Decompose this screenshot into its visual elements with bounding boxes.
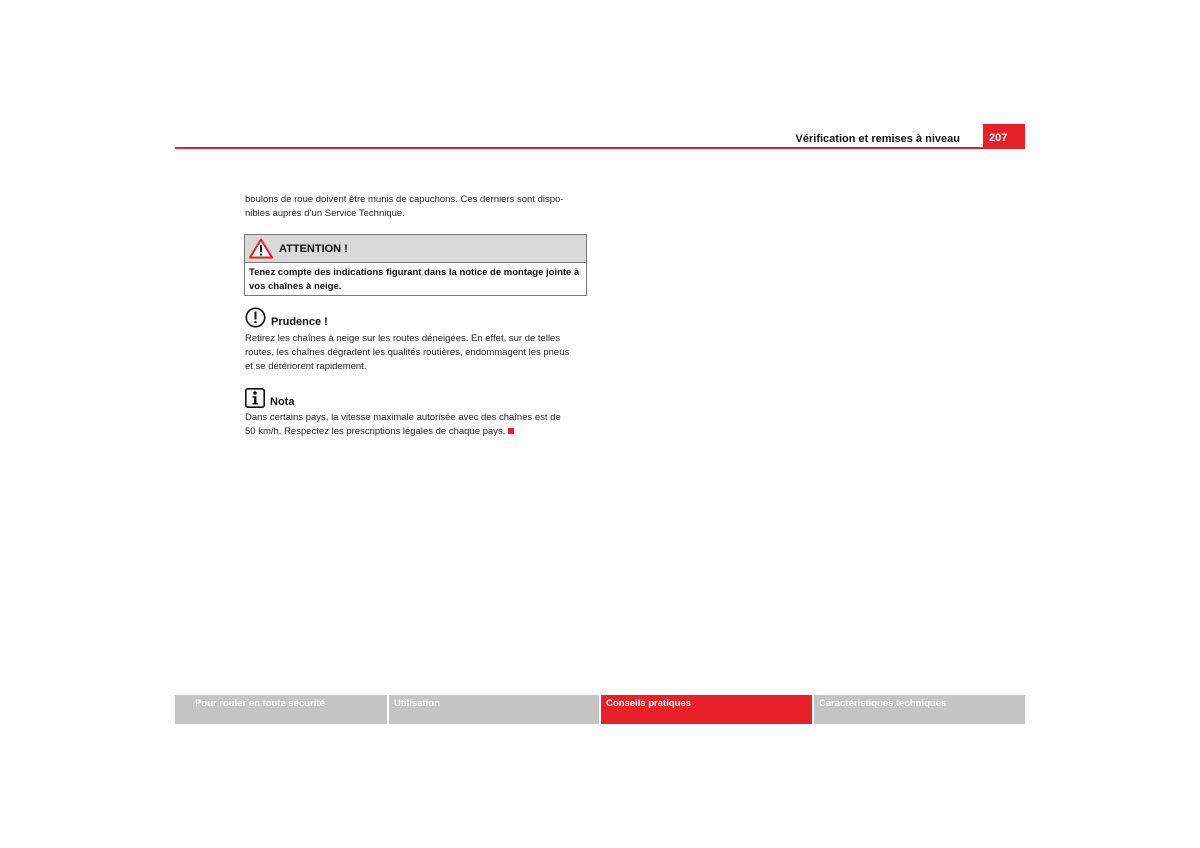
intro-line: boulons de roue doivent être munis de capuchons. Ces derniers sont dispo- (245, 194, 564, 205)
exclamation-circle-icon (245, 307, 266, 328)
warning-header (245, 235, 586, 263)
intro-line: nibles auprès d’un Service Technique. (245, 208, 405, 219)
intro-paragraph (245, 193, 590, 221)
note-line: Dans certains pays, la vitesse maximale autorisée avec des chaînes est de (245, 412, 561, 423)
note-header (245, 386, 590, 408)
footer-tab-label: Caractéristiques techniques (819, 698, 947, 709)
footer-tab-usage[interactable] (389, 695, 599, 724)
footer-tab-technical-specs[interactable] (814, 695, 1025, 724)
caution-line: et se détériorent rapidement. (245, 361, 367, 372)
header-rule (175, 147, 1025, 149)
footer-tab-practical-tips[interactable] (601, 695, 812, 724)
warning-title: ATTENTION ! (279, 242, 348, 255)
note-body (245, 411, 590, 439)
footer-tab-safety[interactable] (175, 695, 387, 724)
warning-box (244, 234, 587, 296)
page-number: 207 (983, 124, 1025, 148)
caution-header (245, 306, 590, 328)
footer-tab-label: Utilisation (394, 698, 440, 709)
note-block (245, 386, 590, 439)
footer-chapter-tabs (175, 695, 1025, 724)
warning-line: vos chaînes à neige. (249, 281, 342, 292)
caution-line: Retirez les chaînes à neige sur les routes déneigées. En effet, sur de telles (245, 333, 561, 344)
warning-line: Tenez compte des indications figurant dans la notice de montage jointe à (249, 267, 580, 278)
caution-title: Prudence ! (271, 316, 328, 328)
end-of-section-marker (508, 428, 514, 434)
note-title: Nota (270, 396, 295, 408)
footer-tab-label: Pour rouler en toute sécurité (195, 698, 325, 709)
warning-body (245, 263, 586, 295)
warning-triangle-icon (249, 238, 273, 259)
note-line (245, 425, 590, 439)
note-line-text: 50 km/h. Respectez les prescriptions légales de chaque pays. (245, 426, 506, 437)
section-title: Vérification et remises à niveau (795, 133, 960, 145)
footer-tab-label: Conseils pratiques (606, 698, 691, 709)
caution-line: routes, les chaînes dégradent les qualités routières, endommagent les pneus (245, 347, 570, 358)
caution-block (245, 306, 590, 374)
info-icon (245, 388, 265, 408)
caution-body (245, 332, 590, 374)
